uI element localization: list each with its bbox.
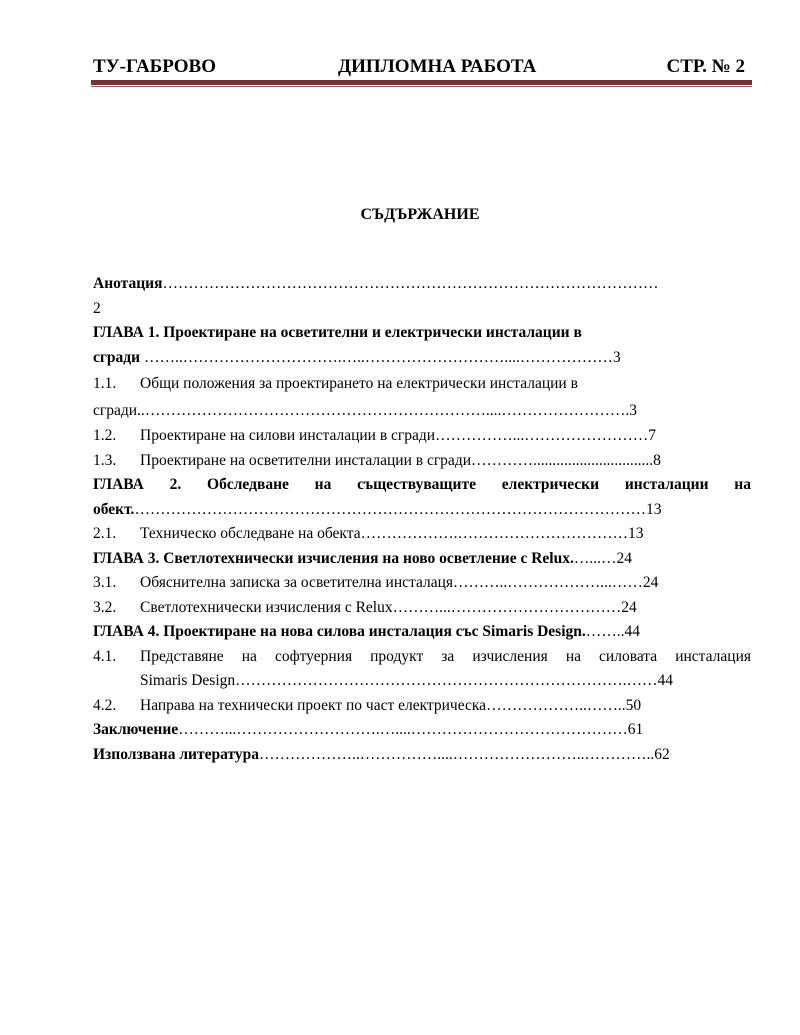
toc-section-number: 1.1. (93, 375, 117, 392)
toc-leader-dots: …….. (585, 623, 625, 640)
toc-leader-dots: …...… (573, 549, 617, 567)
toc-page-number: 2 (93, 299, 101, 317)
toc-entry-title: сгради.. (93, 402, 145, 419)
toc-leader-dots: ………...…………………………… (392, 598, 622, 616)
header-page-number: СТР. № 2 (666, 56, 745, 77)
toc-leader-dots: …………………………………………………………………………………… (162, 275, 659, 292)
toc-leader-dots: ………..………………...…… (453, 574, 643, 591)
toc-entry-chapter-1-cont (93, 346, 751, 371)
toc-entry-conclusion (93, 718, 751, 743)
toc-entry-title: Техническо обследване на обекта (140, 525, 361, 542)
toc-entry-chapter-4 (93, 620, 751, 645)
toc-entry-title: Заключение (93, 721, 179, 738)
page-title: СЪДЪРЖАНИЕ (360, 206, 480, 223)
toc-entry-title: ГЛАВА 3. Светлотехнически изчисления на ново осветление с Relux. (93, 549, 574, 567)
toc-leader-dots: ………...……………………….…....…………………………………… (178, 721, 628, 738)
toc-entry-title: Представяне на софтуерния продукт за изчисления на силовата инсталация (140, 647, 751, 665)
toc-entry-title: ГЛАВА 4. Проектиране на нова силова инсталация със Simaris Design. (93, 623, 586, 640)
toc-page-number: 13 (645, 500, 662, 518)
toc-section-number: 1.2. (93, 427, 117, 444)
toc-page-number: 61 (627, 721, 644, 738)
page-header (93, 56, 751, 80)
toc-leader-dots: ……………….…………………………… (360, 525, 628, 542)
toc-leader-dots: ……………...…………………… (435, 427, 649, 444)
toc-entry-section-4-2 (93, 694, 751, 719)
toc-entry-section-1-2 (93, 424, 751, 449)
toc-entry-chapter-2 (93, 473, 751, 498)
toc-entry-title: Общи положения за проектирането на електрически инсталации в (140, 375, 578, 392)
toc-entry-title: Проектиране на силови инсталации в сгради (140, 427, 436, 444)
toc-page-number: 13 (627, 525, 644, 542)
toc-page-number: 7 (648, 427, 656, 444)
header-rule (91, 80, 752, 85)
toc-entry-chapter-1 (93, 321, 751, 346)
header-rule-thin (91, 86, 752, 87)
toc-leader-dots: ……..………………………….…..………………………....……………… (140, 348, 613, 366)
toc-entry-section-2-1 (93, 522, 751, 547)
toc-entry-title: ГЛАВА 1. Проектиране на осветителни и електрически инсталации в (93, 324, 582, 341)
toc-entry-title: обект. (93, 500, 135, 518)
toc-page-number: 3 (629, 402, 637, 419)
header-document-type: ДИПЛОМНА РАБОТА (338, 56, 537, 77)
toc-page-number: 3 (612, 348, 621, 366)
toc-leader-dots: ………………………………………………………………….…… (235, 672, 658, 689)
toc-leader-dots: …………............................... (471, 451, 654, 469)
toc-page-number: 24 (642, 574, 659, 591)
toc-entry-title: Светлотехнически изчисления с Relux (140, 598, 393, 616)
toc-section-number: 3.2. (93, 598, 117, 616)
toc-leader-dots: ………………..……………....……………………..………….. (258, 745, 655, 763)
toc-entry-title: ГЛАВА 2. Обследване на съществуващите електрически инсталации на (93, 476, 751, 493)
toc-entry-title: Simaris Design (140, 672, 236, 689)
toc-entry-section-3-1 (93, 571, 751, 596)
toc-entry-abstract-page (93, 297, 751, 322)
toc-page-number: 44 (657, 672, 674, 689)
toc-entry-section-3-2 (93, 596, 751, 621)
toc-page-number: 44 (624, 623, 641, 640)
toc-entry-section-4-1 (93, 645, 751, 670)
header-university: ТУ-ГАБРОВО (93, 56, 216, 77)
toc-entry-section-1-3 (93, 449, 751, 474)
toc-entry-abstract (93, 272, 751, 297)
toc-section-number: 1.3. (93, 451, 117, 469)
toc-page-number: 62 (654, 745, 670, 763)
toc-entry-section-4-1-cont (93, 669, 751, 694)
toc-entry-title: Проектиране на осветителни инсталации в сгради (140, 451, 471, 469)
toc-leader-dots: …………………………………………………………....……………………. (144, 402, 630, 419)
toc-entry-title: сгради (93, 348, 141, 366)
toc-section-number: 2.1. (93, 525, 117, 542)
toc-leader-dots: ………………..…….. (486, 696, 626, 714)
table-of-contents (93, 272, 751, 767)
toc-entry-title: Направа на технически проект по част електрическа (140, 696, 487, 714)
toc-page-number: 50 (625, 696, 642, 714)
toc-entry-section-1-1 (93, 370, 751, 397)
toc-page-number: 24 (621, 598, 637, 616)
toc-entry-section-1-1-cont (93, 397, 751, 424)
toc-section-number: 4.1. (93, 647, 117, 665)
toc-entry-literature (93, 743, 751, 768)
toc-leader-dots: ……………………………………………………………………………………… (134, 500, 646, 518)
toc-section-number: 3.1. (93, 574, 117, 591)
toc-entry-chapter-2-cont (93, 498, 751, 523)
toc-page-number: 8 (653, 451, 661, 469)
toc-entry-title: Обяснителна записка за осветителна инсталаця (140, 574, 454, 591)
toc-page-number: 24 (616, 549, 632, 567)
toc-entry-title: Анотация (93, 275, 163, 292)
toc-entry-chapter-3 (93, 547, 751, 572)
toc-section-number: 4.2. (93, 696, 117, 714)
toc-entry-title: Използвана литература (93, 745, 259, 763)
